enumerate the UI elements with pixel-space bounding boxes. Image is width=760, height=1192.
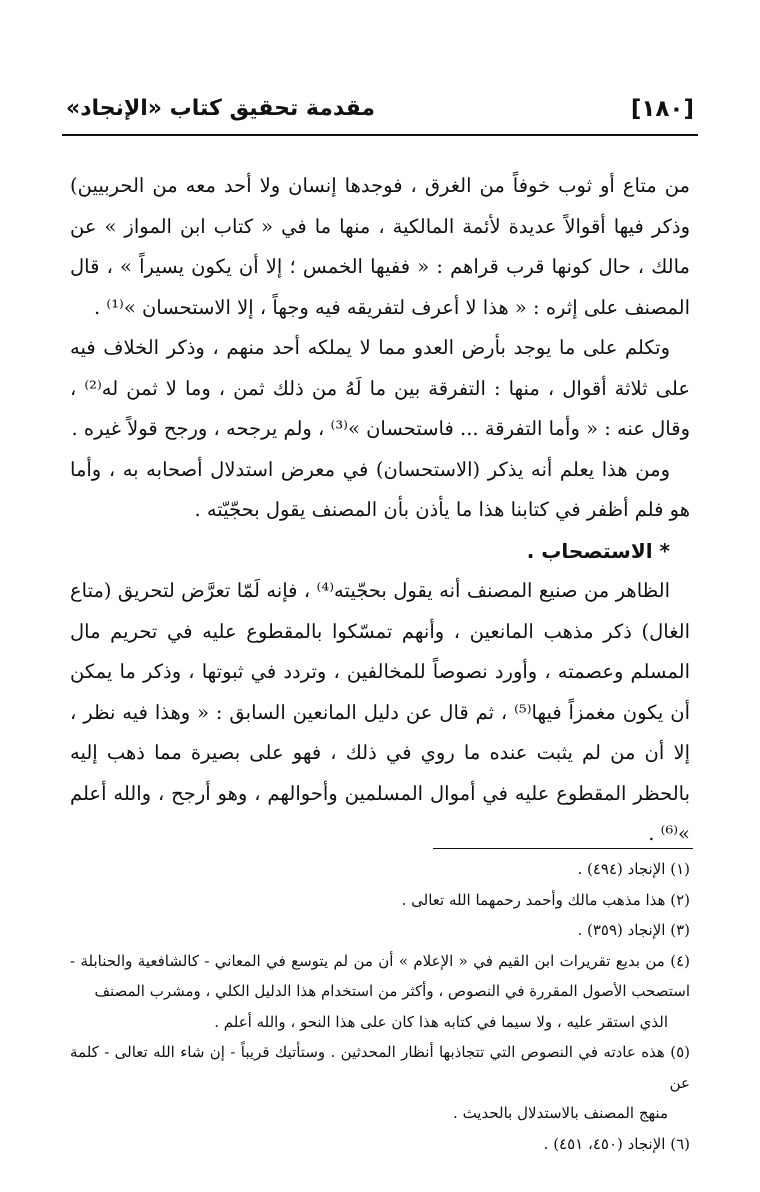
page-header <box>62 84 698 136</box>
footnote-5-continuation: منهج المصنف بالاستدلال بالحديث . <box>453 1104 668 1122</box>
footnote-1: (١) الإنجاد (٤٩٤) . <box>577 860 690 878</box>
footnote-4: (٤) من بديع تقريرات ابن القيم في « الإعلام » أن من لم يتوسع في المعاني - كالشافعية والحنابلة - استصحب الأصول المقررة في النصوص ، وأكثر من استخدام هذا الدليل الكلي ، ومشرب المصنف <box>70 951 690 1000</box>
footnote-4-continuation: الذي استقر عليه ، ولا سيما في كتابه هذا كان على هذا النحو ، والله أعلم . <box>214 1012 668 1031</box>
section-heading: * الاستصحاب . <box>526 538 670 563</box>
footnote-2: (٢) هذا مذهب مالك وأحمد رحمهما الله تعالى . <box>401 890 690 909</box>
page-number: [١٨٠] <box>630 96 694 122</box>
footnote-3: (٣) الإنجاد (٣٥٩) . <box>577 921 690 939</box>
footnotes <box>70 854 690 1159</box>
paragraph-2: وتكلم على ما يوجد بأرض العدو مما لا يملكه أحد منهم ، وذكر الخلاف فيه على ثلاثة أقوال ، منها : التفرقة بين ما لَهُ من ذلك ثمن ، وما لا ثمن له⁽²⁾ ، وقال عنه : « وأما التفرقة ... فاستحسان »⁽³⁾ ، ولم يرجحه ، ورجح قولاً غيره . <box>70 336 690 440</box>
footnote-separator <box>433 848 693 849</box>
main-text <box>70 166 690 855</box>
footnote-5: (٥) هذه عادته في النصوص التي تتجاذبها أنظار المحدثين . وستأتيك قريباً - إن شاء الله تعالى - كلمة عن <box>70 1043 690 1092</box>
paragraph-3: ومن هذا يعلم أنه يذكر (الاستحسان) في معرض استدلال أصحابه به ، وأما هو فلم أظفر في كتابنا هذا ما يأذن بأن المصنف يقول بحجّيّته . <box>70 457 690 521</box>
paragraph-1: من متاع أو ثوب خوفاً من الغرق ، فوجدها إنسان ولا أحد معه من الحربيين) وذكر فيها أقوالاً عديدة لأئمة المالكية ، منها ما في « كتاب ابن المواز » عن مالك ، حال كونها قرب قراهم : « ففيها الخمس ؛ إلا أن يكون يسيراً » ، قال المصنف على إثره : « هذا لا أعرف لتفريقه فيه وجهاً ، إلا الاستحسان »⁽¹⁾ . <box>70 174 690 319</box>
running-title: مقدمة تحقيق كتاب «الإنجاد» <box>66 96 376 121</box>
paragraph-4: الظاهر من صنيع المصنف أنه يقول بحجّيته⁽⁴⁾ ، فإنه لَمّا تعرَّض لتحريق (متاع الغال) ذكر مذهب المانعين ، وأنهم تمسّكوا بالمقطوع عليه في تحريم مال المسلم وعصمته ، وأورد نصوصاً للمخالفين ، وتردد في ثبوتها ، وذكر ما يمكن أن يكون مغمزاً فيها⁽⁵⁾ ، ثم قال عن دليل المانعين السابق : « وهذا فيه نظر ، إلا أن من لم يثبت عنده ما روي في ذلك ، فهو على بصيرة مما ذهب إليه بالحظر المقطوع عليه في أموال المسلمين وأحوالهم ، وهو أرجح ، والله أعلم »⁽⁶⁾ . <box>70 579 690 845</box>
footnote-6: (٦) الإنجاد (٤٥٠، ٤٥١) . <box>543 1134 690 1153</box>
